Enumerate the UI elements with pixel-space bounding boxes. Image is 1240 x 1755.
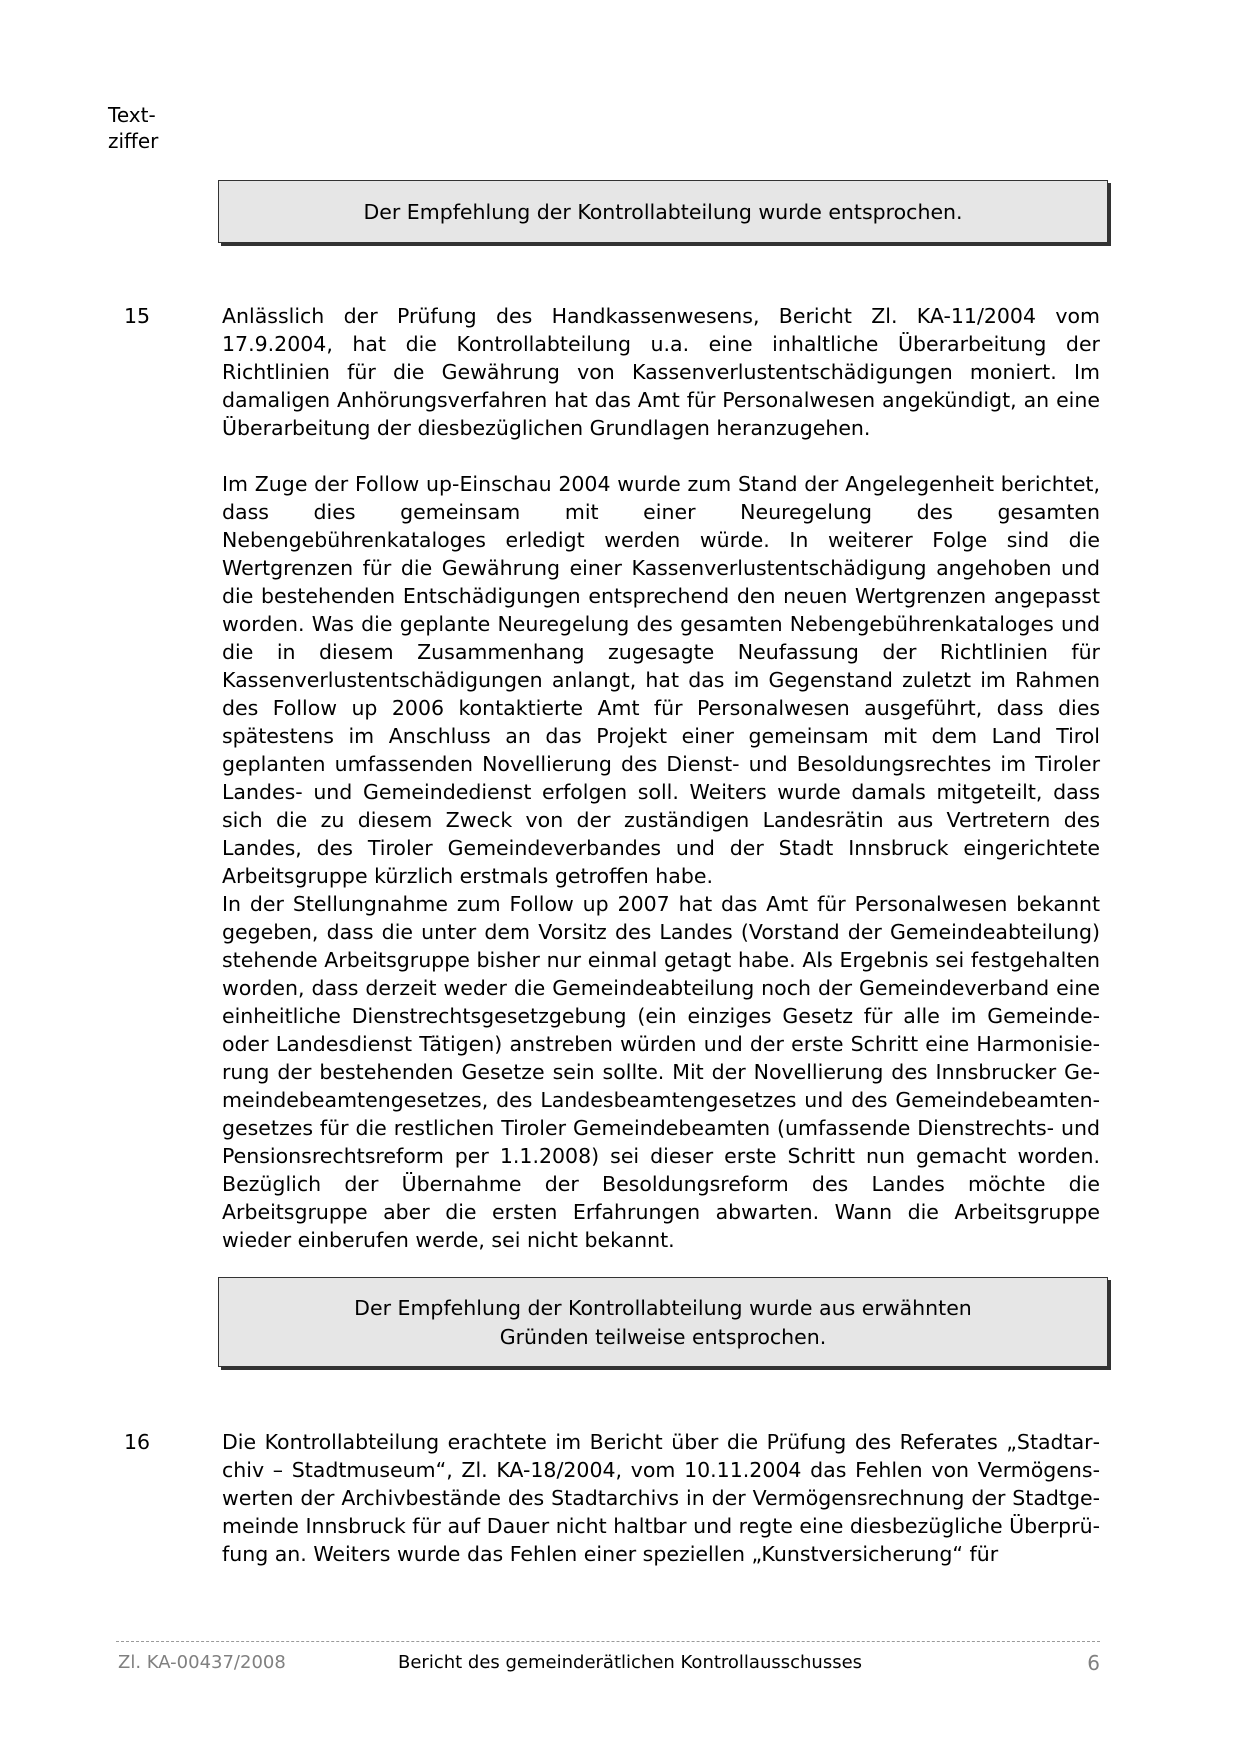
recommendation-box-2-line-2: Gründen teilweise entsprochen. [499, 1325, 827, 1349]
section-16-paragraph-1: Die Kontrollabteilung erachtete im Bericht über die Prüfung des Referates „Stadtarchiv – Stadtmuseum“, Zl. KA-18/2004, vom 10.11.2004 das Fehlen von Vermögenswerten der Archivbestände des Stadtarchivs in der Vermögensrechnung der Stadtgemeinde Innsbruck für auf Dauer nicht haltbar und regte eine diesbezügliche Überprüfung an. Weiters wurde das Fehlen einer speziellen „Kunstversicherung“ für [222, 1430, 1100, 1566]
footer-title: Bericht des gemeinderätlichen Kontrollausschusses [398, 1652, 863, 1673]
margin-label [108, 102, 158, 154]
section-15-paragraph-3: In der Stellungnahme zum Follow up 2007 hat das Amt für Personalwesen bekannt gegeben, dass die unter dem Vorsitz des Landes (Vorstand der Gemeindeabteilung) stehende Arbeitsgruppe bisher nur einmal getagt habe. Als Ergebnis sei festgehalten worden, dass derzeit weder die Gemeindeabteilung noch der Gemeindeverband eine einheitliche Dienstrechtsgesetzgebung (ein einziges Gesetz für alle im Gemeinde- oder Landesdienst Tätigen) anstreben würden und der erste Schritt eine Harmonisierung der bestehenden Gesetze sein sollte. Mit der Novellierung des Innsbrucker Gemeindebeamtengesetzes, des Landesbeamtengesetzes und des Gemeindebeamtengesetzes für die restlichen Tiroler Gemeindebeamten (umfassende Dienstrechts- und Pensionsrechtsreform per 1.1.2008) sei dieser erste Schritt nun gemacht worden. Bezüglich der Übernahme der Besoldungsreform des Landes möchte die Arbeitsgruppe aber die ersten Erfahrungen abwarten. Wann die Arbeitsgruppe wieder einberufen werde, sei nicht bekannt. [222, 892, 1100, 1252]
page-number: 6 [1087, 1651, 1100, 1675]
recommendation-box-1 [218, 180, 1108, 243]
section-number-16: 16 [124, 1430, 151, 1454]
footer-reference: Zl. KA-00437/2008 [118, 1652, 286, 1673]
section-15-paragraph-2: Im Zuge der Follow up-Einschau 2004 wurde zum Stand der Angelegenheit berichtet, dass dies gemeinsam mit einer Neuregelung des gesamten Nebengebührenkataloges erledigt werden würde. In weiterer Folge sind die Wertgrenzen für die Gewährung einer Kassenverlustentschädigung angehoben und die bestehenden Entschädigungen entsprechend den neuen Wertgrenzen angepasst worden. Was die geplante Neuregelung des gesamten Nebengebührenkataloges und die in diesem Zusammenhang zugesagte Neufassung der Richtlinien für Kassenverlustentschädigungen anlangt, hat das im Gegenstand zuletzt im Rahmen des Follow up 2006 kontaktierte Amt für Personalwesen ausgeführt, dass dies spätestens im Anschluss an das Projekt einer gemeinsam mit dem Land Tirol geplanten umfassenden Novellierung des Dienst- und Besoldungsrechtes im Tiroler Landes- und Gemeindedienst erfolgen soll. Weiters wurde damals mitgeteilt, dass sich die zu diesem Zweck von der zuständigen Landesrätin aus Vertretern des Landes, des Tiroler Gemeindeverbandes und der Stadt Innsbruck eingerichtete Arbeitsgruppe kürzlich erstmals getroffen habe. [222, 472, 1100, 888]
margin-label-line-2: ziffer [108, 129, 159, 153]
section-15-paragraph-1: Anlässlich der Prüfung des Handkassenwesens, Bericht Zl. KA-11/2004 vom 17.9.2004, hat die Kontrollabteilung u.a. eine inhaltliche Überarbeitung der Richtlinien für die Gewährung von Kassenverlustentschädigungen moniert. Im damaligen Anhörungsverfahren hat das Amt für Personalwesen angekündigt, an eine Überarbeitung der diesbezüglichen Grundlagen heranzugehen. [222, 304, 1100, 440]
recommendation-box-2-line-1: Der Empfehlung der Kontrollabteilung wurde aus erwähnten [354, 1296, 972, 1320]
recommendation-box-1-line: Der Empfehlung der Kontrollabteilung wurde entsprochen. [363, 200, 963, 224]
footer-divider [116, 1641, 1100, 1642]
margin-label-line-1: Text- [108, 103, 156, 127]
section-number-15: 15 [124, 304, 151, 328]
recommendation-box-2 [218, 1277, 1108, 1367]
